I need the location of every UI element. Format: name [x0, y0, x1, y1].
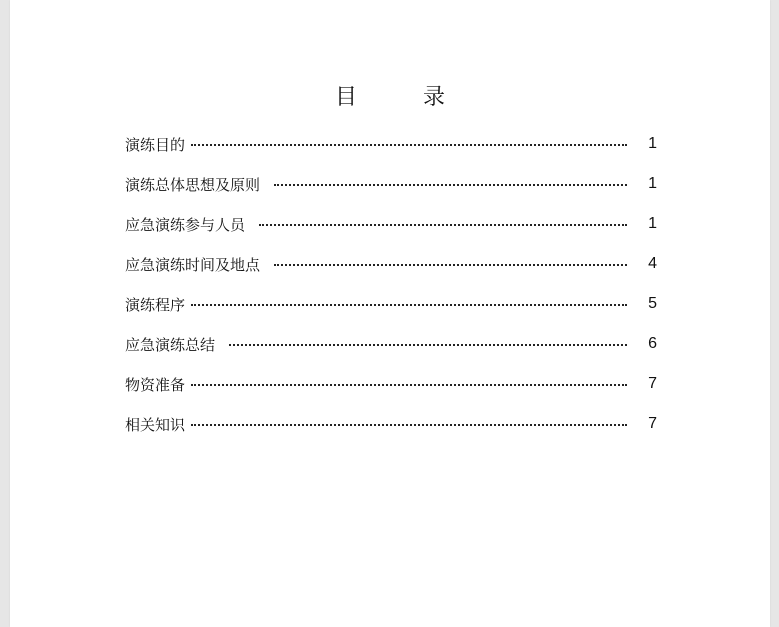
- toc-entry[interactable]: [125, 364, 657, 404]
- document-page: [10, 0, 770, 627]
- toc-page-number: 1: [648, 175, 657, 192]
- toc-dot-leader: [259, 224, 627, 226]
- toc-page-number: 4: [648, 255, 657, 272]
- toc-entry[interactable]: [125, 404, 657, 444]
- toc-dot-leader: [274, 264, 627, 266]
- toc-entry-label: 应急演练总结: [125, 335, 216, 354]
- toc-page-number: 7: [648, 415, 657, 432]
- toc-entry[interactable]: [125, 324, 657, 364]
- toc-entry-label: 演练程序: [125, 295, 186, 314]
- toc-entry[interactable]: [125, 124, 657, 164]
- toc-title: 目 录: [334, 85, 467, 110]
- toc-dot-leader: [191, 424, 627, 426]
- toc-dot-leader: [191, 384, 627, 386]
- toc-entry-label: 应急演练时间及地点: [125, 255, 261, 274]
- toc-entry-label: 演练目的: [125, 135, 186, 154]
- toc-page-number: 6: [648, 335, 657, 352]
- toc-dot-leader: [229, 344, 627, 346]
- toc-entry-label: 应急演练参与人员: [125, 215, 246, 234]
- toc-page-number: 1: [648, 135, 657, 152]
- toc-entry[interactable]: [125, 204, 657, 244]
- toc-page-number: 7: [648, 375, 657, 392]
- toc-page-number: 1: [648, 215, 657, 232]
- toc-entry[interactable]: [125, 164, 657, 204]
- table-of-contents: [125, 124, 657, 444]
- toc-entry[interactable]: [125, 244, 657, 284]
- toc-entry[interactable]: [125, 284, 657, 324]
- toc-dot-leader: [191, 144, 627, 146]
- toc-dot-leader: [274, 184, 627, 186]
- toc-page-number: 5: [648, 295, 657, 312]
- toc-entry-label: 演练总体思想及原则: [125, 175, 261, 194]
- toc-entry-label: 相关知识: [125, 415, 186, 434]
- toc-entry-label: 物资准备: [125, 375, 186, 394]
- toc-dot-leader: [191, 304, 627, 306]
